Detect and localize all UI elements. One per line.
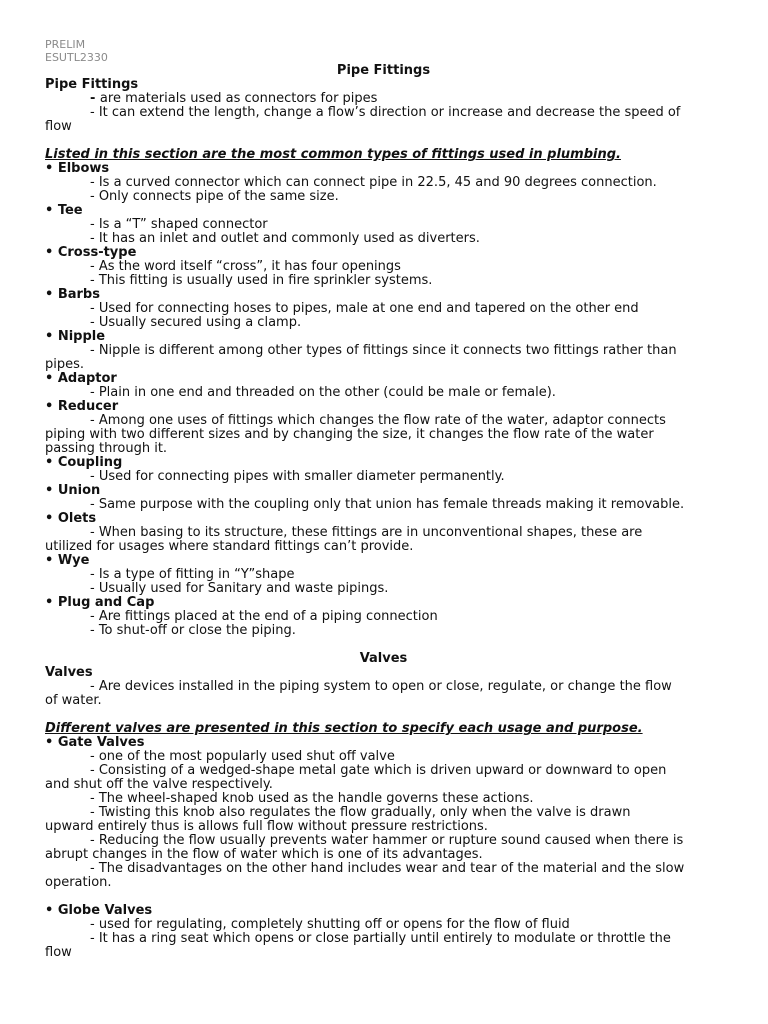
valves-section-note: Different valves are presented in this section to specify each usage and purpose. xyxy=(45,721,643,736)
fitting-description: - Are fittings placed at the end of a piping connection xyxy=(90,609,438,624)
fitting-description: - Only connects pipe of the same size. xyxy=(90,189,339,204)
valve-name: • Gate Valves xyxy=(45,735,145,750)
fitting-description-cont: pipes. xyxy=(45,357,85,372)
fitting-description: - When basing to its structure, these fittings are in unconventional shapes, these are xyxy=(90,525,643,540)
pipe-fittings-intro-2-cont: flow xyxy=(45,119,72,134)
fitting-description: - Used for connecting hoses to pipes, male at one end and tapered on the other end xyxy=(90,301,639,316)
valve-description-cont: and shut off the valve respectively. xyxy=(45,777,273,792)
valve-description: - Consisting of a wedged-shape metal gate which is driven upward or downward to open xyxy=(90,763,667,778)
fitting-description: - Among one uses of fittings which changes the flow rate of the water, adaptor connects xyxy=(90,413,666,428)
pipe-fittings-title: Pipe Fittings xyxy=(336,63,431,78)
valve-description-cont: flow xyxy=(45,945,72,960)
fitting-name: • Coupling xyxy=(45,455,123,470)
fitting-description: - It has an inlet and outlet and commonly used as diverters. xyxy=(90,231,480,246)
fitting-description: - Is a type of fitting in “Y”shape xyxy=(90,567,295,582)
fitting-description-cont: passing through it. xyxy=(45,441,168,456)
pipe-fittings-intro-1 xyxy=(45,92,722,106)
fitting-name: • Cross-type xyxy=(45,245,137,260)
valve-name: • Globe Valves xyxy=(45,903,153,918)
fitting-name: • Reducer xyxy=(45,399,119,414)
valve-description: - It has a ring seat which opens or close partially until entirely to modulate or throttle the xyxy=(90,931,671,946)
fitting-description: - Plain in one end and threaded on the other (could be male or female). xyxy=(90,385,556,400)
valve-description: - Reducing the flow usually prevents water hammer or rupture sound caused when there is xyxy=(90,833,684,848)
fitting-name: • Barbs xyxy=(45,287,100,302)
fitting-description: - Nipple is different among other types of fittings since it connects two fittings rather than xyxy=(90,343,677,358)
valve-description-cont: abrupt changes in the flow of water which is one of its advantages. xyxy=(45,847,483,862)
fitting-description: - Used for connecting pipes with smaller diameter permanently. xyxy=(90,469,505,484)
fitting-description-cont: piping with two different sizes and by changing the size, it changes the flow rate of the water xyxy=(45,427,654,442)
pipe-fittings-heading: Pipe Fittings xyxy=(45,77,139,92)
fitting-description: - Usually secured using a clamp. xyxy=(90,315,302,330)
spacer xyxy=(45,638,722,652)
valves-heading: Valves xyxy=(45,665,93,680)
fitting-name: • Union xyxy=(45,483,101,498)
fitting-description: - As the word itself “cross”, it has four openings xyxy=(90,259,401,274)
intro-text: are materials used as connectors for pipes xyxy=(99,91,378,106)
header-line-prelim: PRELIM xyxy=(45,38,86,51)
fitting-description: - Usually used for Sanitary and waste pipings. xyxy=(90,581,389,596)
fitting-description: - This fitting is usually used in fire sprinkler systems. xyxy=(90,273,433,288)
valve-description-cont: upward entirely thus is allows full flow without pressure restrictions. xyxy=(45,819,488,834)
fitting-description: - Is a “T” shaped connector xyxy=(90,217,268,232)
valve-description: - The disadvantages on the other hand includes wear and tear of the material and the slow xyxy=(90,861,685,876)
header-line-course-code: ESUTL2330 xyxy=(45,51,108,64)
valve-description: - The wheel-shaped knob used as the handle governs these actions. xyxy=(90,791,534,806)
fitting-name: • Wye xyxy=(45,553,90,568)
fitting-name: • Adaptor xyxy=(45,371,117,386)
spacer xyxy=(45,134,722,148)
fitting-description-cont: utilized for usages where standard fittings can’t provide. xyxy=(45,539,414,554)
valve-description-cont: operation. xyxy=(45,875,112,890)
pipe-fittings-intro-2: - It can extend the length, change a flow’s direction or increase and decrease the speed of xyxy=(90,105,681,120)
spacer xyxy=(45,708,722,722)
document-body xyxy=(45,64,722,960)
intro-dash: - xyxy=(90,91,100,106)
fitting-name: • Elbows xyxy=(45,161,110,176)
spacer xyxy=(45,890,722,904)
valves-intro-cont: of water. xyxy=(45,693,102,708)
page-header xyxy=(45,38,722,64)
valves-title: Valves xyxy=(359,651,408,666)
fitting-description: - Is a curved connector which can connect pipe in 22.5, 45 and 90 degrees connection. xyxy=(90,175,657,190)
valve-description: - used for regulating, completely shutting off or opens for the flow of fluid xyxy=(90,917,570,932)
fitting-description: - Same purpose with the coupling only that union has female threads making it removable. xyxy=(90,497,685,512)
fitting-name: • Tee xyxy=(45,203,83,218)
fitting-description: - To shut-off or close the piping. xyxy=(90,623,296,638)
fitting-name: • Plug and Cap xyxy=(45,595,155,610)
valve-description: - one of the most popularly used shut off valve xyxy=(90,749,395,764)
fitting-name: • Nipple xyxy=(45,329,106,344)
fittings-section-note: Listed in this section are the most common types of fittings used in plumbing. xyxy=(45,147,621,162)
valve-description: - Twisting this knob also regulates the flow gradually, only when the valve is drawn xyxy=(90,805,631,820)
valves-intro: - Are devices installed in the piping system to open or close, regulate, or change the flow xyxy=(90,679,672,694)
fitting-name: • Olets xyxy=(45,511,97,526)
